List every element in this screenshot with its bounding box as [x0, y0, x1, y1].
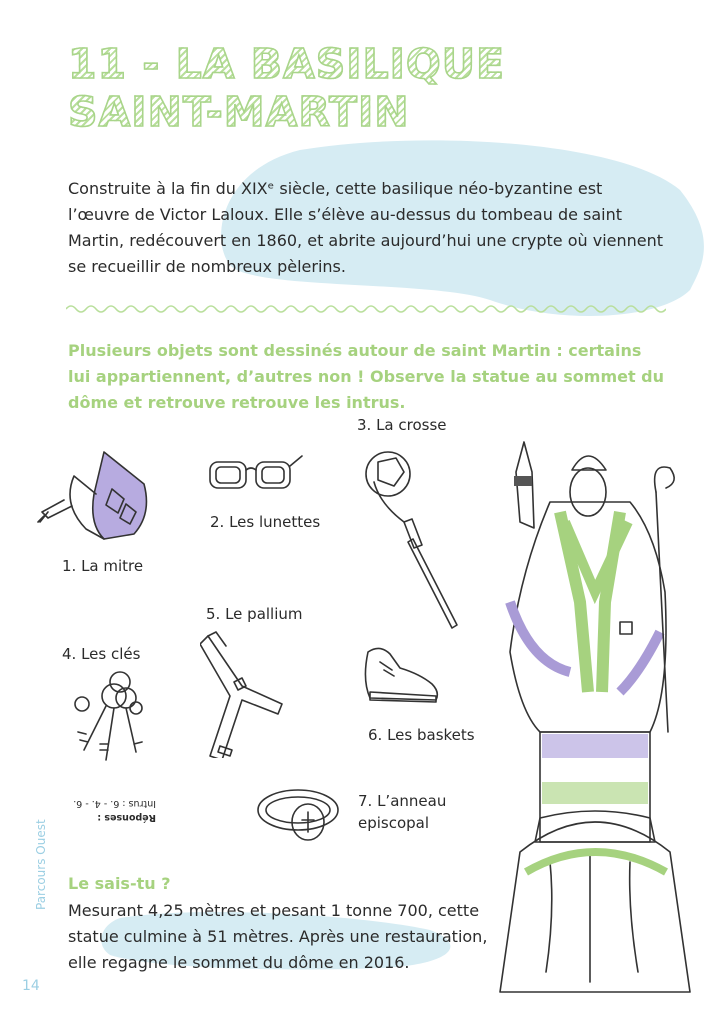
ring-label-line-2: episcopal	[358, 814, 430, 832]
glasses-icon	[206, 452, 306, 496]
page-title	[68, 40, 588, 136]
sais-tu-heading: Le sais-tu ?	[68, 874, 171, 893]
sneakers-label: 6. Les baskets	[368, 726, 475, 744]
title-line-2: SAINT-MARTIN	[68, 88, 410, 136]
intro-paragraph: Construite à la fin du XIXᵉ siècle, cette basilique néo-byzantine est l’œuvre de Victor Laloux. Elle s’élève au-dessus du tombeau de saint Martin, redécouvert en 1860, et abrite aujourd’hui une crypte où viennent se recueillir de nombreux pèlerins.	[68, 179, 664, 276]
keys-icon	[64, 668, 160, 768]
pallium-icon	[200, 628, 290, 758]
pallium-label: 5. Le pallium	[206, 605, 303, 623]
sneaker-icon	[360, 640, 444, 710]
keys-label: 4. Les clés	[62, 645, 141, 663]
glasses-label: 2. Les lunettes	[210, 513, 321, 531]
activity-question: Plusieurs objets sont dessinés autour de saint Martin : certains lui appartiennent, d’autres non ! Observe la statue au sommet du dôme et retrouve retrouve les intrus.	[68, 341, 665, 412]
mitre-label: 1. La mitre	[62, 557, 144, 575]
wavy-divider	[66, 302, 666, 316]
sais-tu-text: Mesurant 4,25 mètres et pesant 1 tonne 700, cette statue culmine à 51 mètres. Après une restauration, elle regagne le sommet du dôme en 2016.	[68, 901, 488, 972]
answers-upside-down	[66, 796, 156, 824]
ring-icon	[252, 782, 344, 848]
page-number: 14	[22, 978, 40, 994]
section-side-label: Parcours Ouest	[34, 819, 48, 910]
crosier-icon	[356, 446, 466, 636]
crosier-label: 3. La crosse	[357, 416, 447, 434]
mitre-icon	[34, 444, 164, 544]
title-line-1: 11 - LA BASILIQUE	[68, 40, 506, 88]
ring-label-line-1: 7. L’anneau	[358, 792, 447, 810]
answers-heading: Réponses :	[97, 812, 156, 823]
answers-text: Intrus : 6. - 4. - 6.	[73, 798, 156, 809]
saint-martin-statue	[480, 432, 710, 1002]
